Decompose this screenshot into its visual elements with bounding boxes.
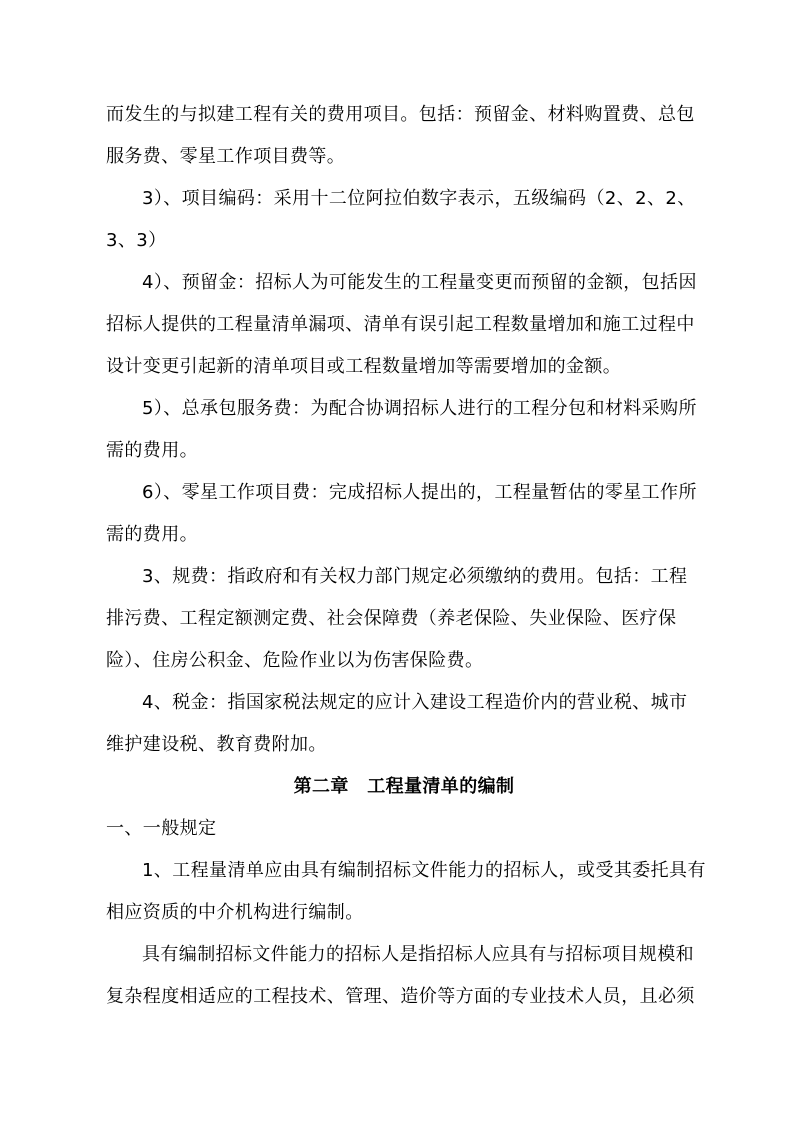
item-5-general-contract-fee-line-2: 需的费用。 <box>106 440 198 461</box>
chapter-2-heading: 第二章 工程量清单的编制 <box>293 776 515 797</box>
document-body <box>106 94 706 1018</box>
item-6-sporadic-work-fee-line-2: 需的费用。 <box>106 524 198 545</box>
section-4-taxes-line-2: 维护建设税、教育费附加。 <box>106 734 327 755</box>
qualified-tenderer-line-2: 复杂程度相适应的工程技术、管理、造价等方面的专业技术人员，且必须 <box>106 986 695 1007</box>
body-line-2: 服务费、零星工作项目费等。 <box>106 146 346 167</box>
section-4-taxes-line-1: 4、税金：指国家税法规定的应计入建设工程造价内的营业税、城市 <box>142 692 688 713</box>
item-3-project-code-line-2: 3、3） <box>106 230 167 251</box>
item-3-project-code-line-1: 3）、项目编码：采用十二位阿拉伯数字表示，五级编码（2、2、2、 <box>142 188 696 209</box>
provision-1-line-2: 相应资质的中介机构进行编制。 <box>106 902 364 923</box>
item-4-reserve-fund-line-3: 设计变更引起新的清单项目或工程数量增加等需要增加的金额。 <box>106 356 622 377</box>
item-4-reserve-fund-line-2: 招标人提供的工程量清单漏项、清单有误引起工程数量增加和施工过程中 <box>106 314 695 335</box>
section-3-fees-line-2: 排污费、工程定额测定费、社会保障费（养老保险、失业保险、医疗保 <box>106 608 677 629</box>
section-3-fees-line-1: 3、规费：指政府和有关权力部门规定必须缴纳的费用。包括：工程 <box>142 566 688 587</box>
general-provisions-heading: 一、一般规定 <box>106 818 217 839</box>
body-line-1: 而发生的与拟建工程有关的费用项目。包括：预留金、材料购置费、总包 <box>106 104 695 125</box>
item-5-general-contract-fee-line-1: 5）、总承包服务费：为配合协调招标人进行的工程分包和材料采购所 <box>142 398 697 419</box>
section-3-fees-line-3: 险）、住房公积金、危险作业以为伤害保险费。 <box>106 650 484 671</box>
provision-1-line-1: 1、工程量清单应由具有编制招标文件能力的招标人，或受其委托具有 <box>142 860 706 881</box>
item-6-sporadic-work-fee-line-1: 6）、零星工作项目费：完成招标人提出的，工程量暂估的零星工作所 <box>142 482 697 503</box>
item-4-reserve-fund-line-1: 4）、预留金：招标人为可能发生的工程量变更而预留的金额，包括因 <box>142 272 697 293</box>
qualified-tenderer-line-1: 具有编制招标文件能力的招标人是指招标人应具有与招标项目规模和 <box>142 944 694 965</box>
